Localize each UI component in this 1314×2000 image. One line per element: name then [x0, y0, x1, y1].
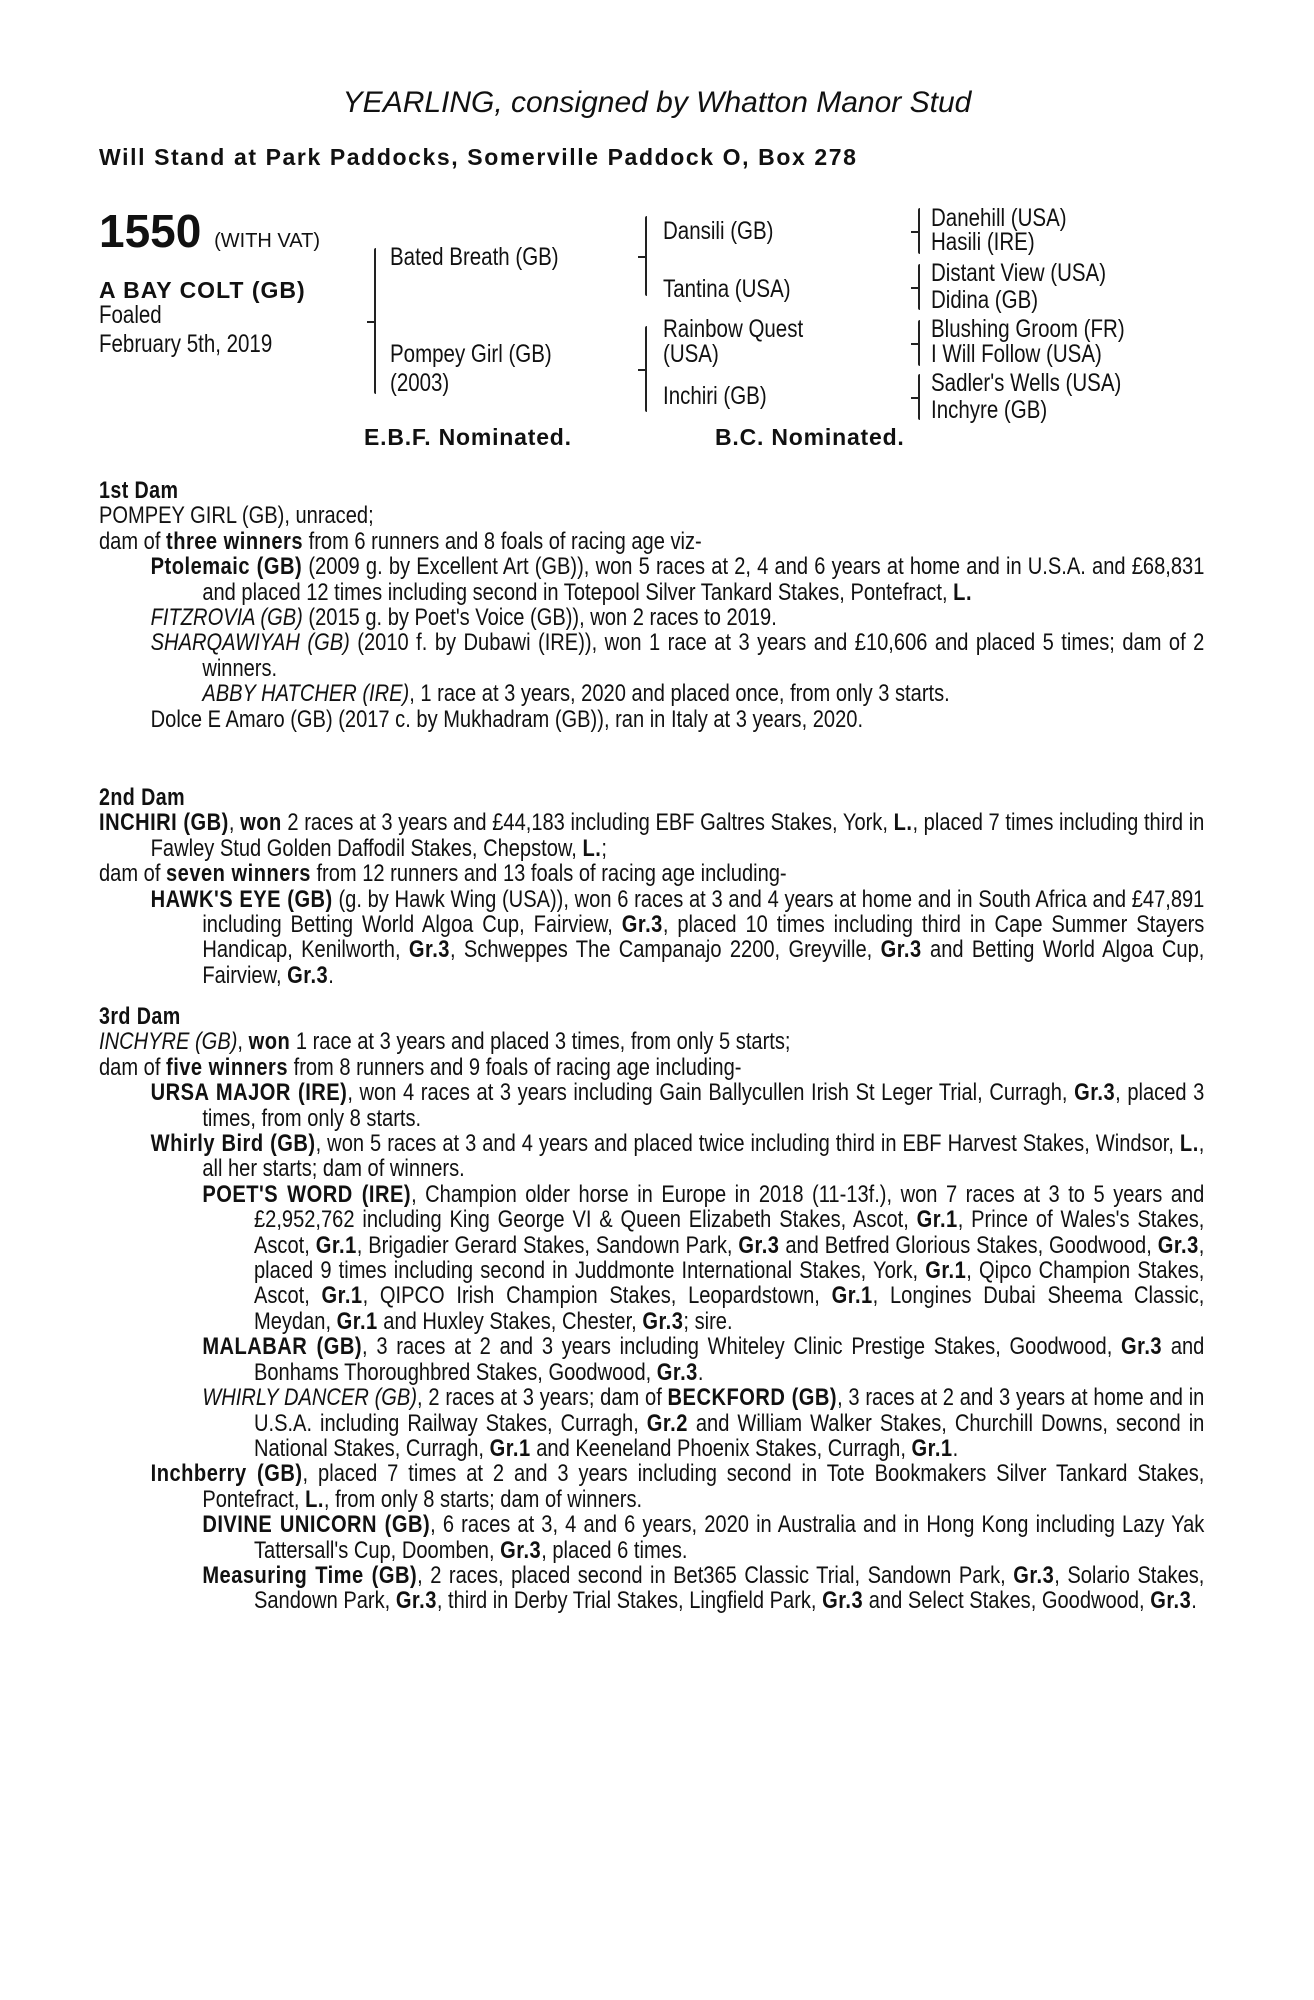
bold-text: won: [240, 809, 282, 837]
record-entry: [99, 1055, 1204, 1080]
lot-number-value: 1550: [99, 205, 202, 257]
bold-text: Gr.1: [315, 1231, 357, 1259]
text: and Bonhams Thoroughbred Stakes, Goodwood,: [253, 1333, 1205, 1386]
ebf-nominated: E.B.F. Nominated.: [364, 424, 572, 450]
record-entry: [99, 1182, 1204, 1334]
pedigree-sire-dam: Tantina (USA): [663, 275, 791, 303]
pedigree-grandparent: Distant View (USA): [931, 259, 1107, 287]
record-entry: [99, 1563, 1204, 1614]
pedigree-brace: [645, 216, 647, 296]
text: , QIPCO Irish Champion Stakes, Leopardstown,: [362, 1282, 832, 1310]
pedigree-grandparent: Sadler's Wells (USA): [931, 369, 1122, 397]
bold-text: Gr.3: [642, 1307, 684, 1335]
text: , 1 race at 3 years, 2020 and placed once, from only 3 starts.: [409, 680, 950, 708]
text: , 2 races at 3 years; dam of: [417, 1384, 668, 1412]
text: dam of: [99, 1053, 167, 1081]
bold-text: won: [248, 1028, 291, 1056]
bold-text: DIVINE UNICORN (GB): [202, 1511, 431, 1539]
pedigree-brace: [918, 208, 920, 254]
italic-text: SHARQAWIYAH (GB): [150, 629, 350, 657]
text: (2015 g. by Poet's Voice (GB)), won 2 races to 2019.: [302, 604, 777, 632]
bold-text: L.: [1179, 1130, 1199, 1158]
bold-text: INCHIRI (GB): [99, 809, 229, 837]
text: (2010 f. by Dubawi (IRE)), won 1 race at 3 years and £10,606 and placed 5 times; dam of 2 winners.: [202, 629, 1205, 682]
bold-text: Gr.3: [621, 911, 663, 939]
bold-text: Gr.3: [500, 1536, 542, 1564]
text: and Huxley Stakes, Chester,: [377, 1307, 643, 1335]
text: 1 race at 3 years and placed 3 times, from only 5 starts;: [290, 1028, 791, 1056]
third-dam-section: [99, 1004, 1204, 1614]
bold-text: Gr.3: [1121, 1333, 1163, 1361]
foaled-label: Foaled: [99, 301, 162, 329]
text: and Betting World Algoa Cup, Fairview,: [202, 936, 1205, 989]
bold-text: Gr.3: [395, 1587, 437, 1615]
bold-text: Gr.3: [1013, 1561, 1055, 1589]
bold-text: L.: [953, 578, 973, 606]
bold-text: seven winners: [166, 860, 311, 888]
text: , Qipco Champion Stakes, Ascot,: [253, 1257, 1205, 1310]
bold-text: Gr.2: [646, 1409, 688, 1437]
vat-note: (WITH VAT): [214, 230, 321, 252]
bold-text: Gr.3: [1074, 1079, 1116, 1107]
section-heading: 2nd Dam: [99, 784, 185, 811]
record-entry: [99, 605, 1204, 630]
text: ;: [601, 834, 607, 862]
bold-text: URSA MAJOR (IRE): [150, 1079, 348, 1107]
section-heading: 1st Dam: [99, 477, 179, 504]
text: .: [328, 961, 334, 989]
text: , Schweppes The Campanajo 2200, Greyville,: [449, 936, 881, 964]
bold-text: Gr.1: [916, 1206, 958, 1234]
pedigree-dam-sire-country: (USA): [663, 340, 719, 368]
text: , all her starts; dam of winners.: [202, 1130, 1205, 1183]
text: (2009 g. by Excellent Art (GB)), won 5 races at 2, 4 and 6 years at home and in U.S.A. and £68,831 and placed 12 times including second in Totepool Silver Tankard Stakes, Pontefract,: [202, 553, 1205, 606]
text: POMPEY GIRL (GB), unraced;: [99, 502, 374, 530]
text: and Keeneland Phoenix Stakes, Curragh,: [530, 1434, 912, 1462]
bold-text: five winners: [166, 1053, 289, 1081]
pedigree-dam-sire: Rainbow Quest: [663, 315, 804, 343]
record-entry: [99, 707, 1204, 732]
text: Dolce E Amaro (GB) (2017 c. by Mukhadram (GB)), ran in Italy at 3 years, 2020.: [150, 705, 864, 733]
pedigree-grandparent: Danehill (USA): [931, 204, 1067, 232]
text: , placed 3 times, from only 8 starts.: [202, 1079, 1205, 1132]
pedigree-grandparent: Didina (GB): [931, 286, 1039, 314]
bc-nominated: B.C. Nominated.: [715, 424, 905, 450]
text: , placed 9 times including second in Juddmonte International Stakes, York,: [253, 1231, 1205, 1285]
pedigree-brace: [918, 264, 920, 310]
text: and Select Stakes, Goodwood,: [863, 1587, 1151, 1615]
record-entry: [99, 1334, 1204, 1385]
bold-text: Gr.1: [925, 1257, 967, 1285]
text: from 6 runners and 8 foals of racing age viz-: [303, 527, 702, 555]
pedigree-brace: [918, 320, 920, 366]
pedigree-sire: Bated Breath (GB): [390, 243, 559, 271]
bold-text: Gr.1: [489, 1434, 531, 1462]
record-entry: [99, 1385, 1204, 1461]
text: , Longines Dubai Sheema Classic, Meydan,: [253, 1282, 1205, 1335]
record-entry: [99, 1080, 1204, 1131]
bold-text: HAWK'S EYE (GB): [150, 885, 333, 913]
record-entry: [99, 1512, 1204, 1563]
lot-number: [99, 204, 320, 258]
record-entry: [99, 630, 1204, 681]
text: dam of: [99, 527, 167, 555]
italic-text: WHIRLY DANCER (GB): [202, 1384, 418, 1412]
text: from 8 runners and 9 foals of racing age including-: [288, 1053, 742, 1081]
record-entry: [99, 1029, 1204, 1054]
pedigree-grandparent: Inchyre (GB): [931, 396, 1048, 424]
bold-text: Gr.3: [880, 936, 922, 964]
bold-text: L.: [893, 809, 913, 837]
pedigree-brace: [645, 326, 647, 412]
record-entry: [99, 681, 1204, 706]
bold-text: MALABAR (GB): [202, 1333, 363, 1361]
foaled-date: February 5th, 2019: [99, 330, 273, 358]
pedigree-brace: [918, 374, 920, 420]
pedigree-dam-year: (2003): [390, 369, 450, 397]
record-entry: [99, 887, 1204, 989]
bold-text: Gr.3: [738, 1231, 780, 1259]
pedigree-dam: Pompey Girl (GB): [390, 340, 552, 368]
text: , Solario Stakes, Sandown Park,: [253, 1561, 1205, 1615]
horse-name: A BAY COLT (GB): [99, 277, 306, 303]
pedigree-grandparent: I Will Follow (USA): [931, 340, 1102, 368]
pedigree-sire-sire: Dansili (GB): [663, 217, 774, 245]
pedigree-grandparent: Blushing Groom (FR): [931, 315, 1125, 343]
stabling-location: Will Stand at Park Paddocks, Somerville Paddock O, Box 278: [99, 144, 858, 170]
bold-text: BECKFORD (GB): [667, 1384, 838, 1412]
second-dam-section: [99, 785, 1204, 988]
text: , Brigadier Gerard Stakes, Sandown Park,: [356, 1231, 739, 1259]
text: , placed 7 times including third in Fawley Stud Golden Daffodil Stakes, Chepstow,: [150, 809, 1205, 862]
record-entry: [99, 810, 1204, 861]
bold-text: Gr.1: [911, 1434, 953, 1462]
text: ; sire.: [683, 1307, 733, 1335]
text: and William Walker Stakes, Churchill Downs, second in National Stakes, Curragh,: [253, 1409, 1205, 1462]
italic-text: INCHYRE (GB): [99, 1028, 238, 1056]
text: .: [952, 1434, 959, 1462]
text: ,: [228, 809, 241, 837]
text: 2 races at 3 years and £44,183 including EBF Galtres Stakes, York,: [281, 809, 894, 837]
text: , placed 10 times including third in Cape Summer Stayers Handicap, Kenilworth,: [202, 911, 1205, 964]
pedigree-brace: [374, 248, 376, 394]
text: .: [697, 1358, 704, 1386]
bold-text: Inchberry (GB): [150, 1460, 303, 1488]
text: and Betfred Glorious Stakes, Goodwood,: [779, 1231, 1158, 1259]
bold-text: three winners: [166, 527, 304, 555]
text: , Champion older horse in Europe in 2018 (11-13f.), won 7 races at 3 to 5 years and £2,952,762 including King George VI & Queen Elizabeth Stakes, Ascot,: [253, 1180, 1205, 1234]
bold-text: L.: [582, 834, 602, 862]
bold-text: Gr.3: [1157, 1231, 1199, 1259]
text: , 3 races at 2 and 3 years at home and in U.S.A. including Railway Stakes, Curragh,: [253, 1384, 1205, 1437]
text: , placed 7 times at 2 and 3 years including second in Tote Bookmakers Silver Tankard Stakes, Pontefract,: [202, 1460, 1205, 1513]
bold-text: Gr.3: [822, 1587, 864, 1615]
catalogue-title: YEARLING, consigned by Whatton Manor Stud: [342, 86, 972, 119]
bold-text: Gr.3: [1150, 1587, 1192, 1615]
italic-text: FITZROVIA (GB): [150, 604, 303, 632]
record-entry: [99, 503, 1204, 528]
text: , from only 8 starts; dam of winners.: [323, 1485, 643, 1513]
bold-text: L.: [305, 1485, 324, 1513]
text: (g. by Hawk Wing (USA)), won 6 races at 3 and 4 years at home and in South Africa and £47,891 including Betting World Algoa Cup, Fairview,: [202, 885, 1205, 939]
bold-text: Gr.3: [408, 936, 450, 964]
record-entry: [99, 529, 1204, 554]
text: from 12 runners and 13 foals of racing age including-: [310, 860, 787, 888]
pedigree-dam-dam: Inchiri (GB): [663, 382, 767, 410]
record-entry: [99, 1461, 1204, 1512]
text: , 3 races at 2 and 3 years including Whiteley Clinic Prestige Stakes, Goodwood,: [362, 1333, 1122, 1361]
text: , won 5 races at 3 and 4 years and placed twice including third in EBF Harvest Stakes, Windsor,: [315, 1130, 1180, 1158]
bold-text: Ptolemaic (GB): [150, 553, 303, 581]
bold-text: Gr.3: [656, 1358, 698, 1386]
text: , 6 races at 3, 4 and 6 years, 2020 in Australia and in Hong Kong including Lazy Yak Tattersall's Cup, Doomben,: [253, 1511, 1205, 1564]
text: , placed 6 times.: [541, 1536, 688, 1564]
italic-text: ABBY HATCHER (IRE): [202, 680, 410, 708]
first-dam-section: [99, 478, 1204, 732]
text: dam of: [99, 860, 167, 888]
text: , 2 races, placed second in Bet365 Classic Trial, Sandown Park,: [417, 1561, 1014, 1589]
text: .: [1191, 1587, 1197, 1615]
text: , won 4 races at 3 years including Gain Ballycullen Irish St Leger Trial, Curragh,: [347, 1079, 1075, 1107]
record-entry: [99, 861, 1204, 886]
bold-text: Gr.1: [831, 1282, 873, 1310]
bold-text: Gr.3: [287, 961, 329, 989]
text: , Prince of Wales's Stakes, Ascot,: [253, 1206, 1205, 1259]
bold-text: Gr.1: [336, 1307, 378, 1335]
section-heading: 3rd Dam: [99, 1003, 181, 1030]
bold-text: Gr.1: [321, 1282, 363, 1310]
text: , third in Derby Trial Stakes, Lingfield Park,: [436, 1587, 823, 1615]
bold-text: Whirly Bird (GB): [150, 1130, 316, 1158]
bold-text: POET'S WORD (IRE): [202, 1180, 412, 1208]
record-entry: [99, 1131, 1204, 1182]
bold-text: Measuring Time (GB): [202, 1561, 418, 1589]
text: ,: [237, 1028, 249, 1056]
record-entry: [99, 554, 1204, 605]
pedigree-grandparent: Hasili (IRE): [931, 228, 1035, 256]
